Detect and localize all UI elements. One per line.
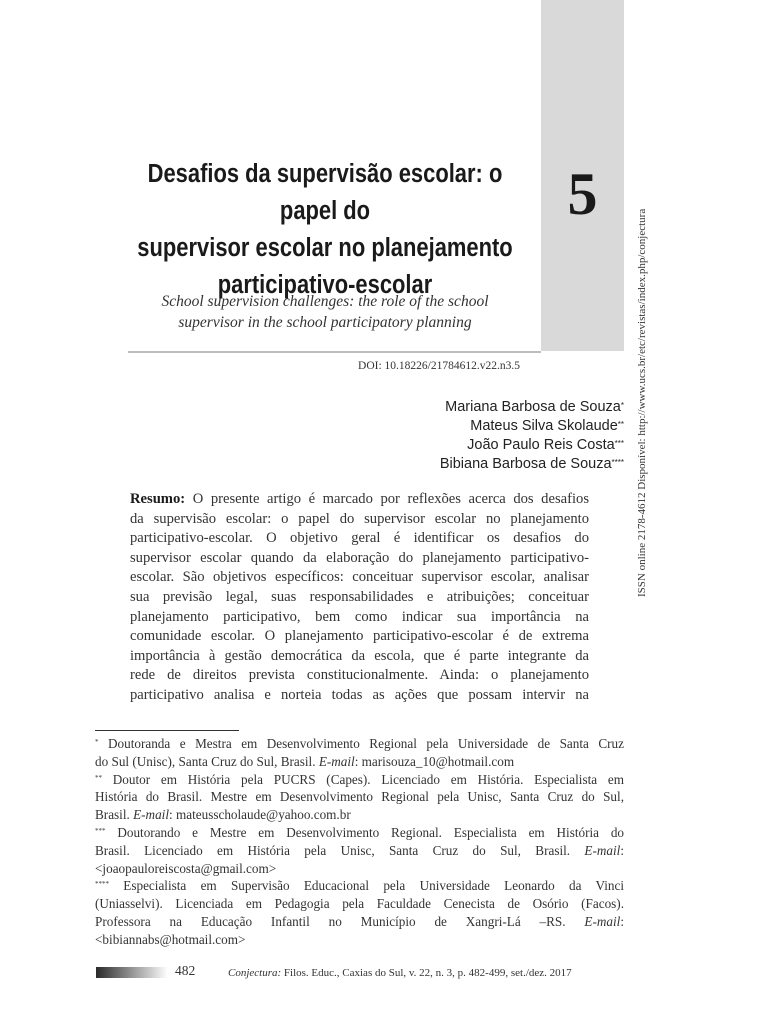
author-name: João Paulo Reis Costa — [467, 437, 615, 453]
footnote-text: Especialista em Supervisão Educacional pela Universidade Leonardo da Vinci — [123, 878, 624, 894]
footnote-line — [95, 753, 624, 771]
abstract-line: comunidade escolar. O planejamento participativo-escolar é de extrema — [130, 628, 589, 645]
author-list — [300, 398, 624, 474]
footnote-line — [95, 824, 624, 842]
author-item — [300, 436, 624, 455]
title-line: Desafios da supervisão escolar: o papel do — [147, 160, 503, 225]
footnote-line — [95, 842, 624, 860]
footnote-line — [95, 735, 624, 753]
footnote-mark: **** — [95, 880, 109, 889]
footnote-line: História do Brasil. Mestre em Desenvolvimento Regional pela Unisc, Santa Cruz do Sul, — [95, 789, 624, 805]
footnote-text: Brasil. — [95, 807, 130, 823]
footer-gradient-bar — [96, 967, 168, 978]
footnote-email[interactable]: : marisouza_10@hotmail.com — [354, 753, 515, 769]
footnote-text: : — [620, 842, 624, 858]
footnote-mark: ** — [95, 773, 102, 782]
abstract-line: da supervisão escolar: o papel do supervisor escolar no planejamento — [130, 510, 589, 527]
title-line: supervisor escolar no planejamento — [137, 234, 513, 262]
email-label: E-mail — [584, 842, 621, 858]
footnote-email[interactable]: <bibiannabs@hotmail.com> — [95, 931, 246, 947]
abstract-label: Resumo: — [130, 491, 186, 507]
footnote-text: Professora na Educação Infantil no Município de Xangri-Lá –RS. — [95, 913, 566, 929]
author-item — [300, 417, 624, 436]
footnote-mark: * — [95, 738, 99, 746]
footnote-line: (Uniasselvi). Licenciada em Pedagogia pela Faculdade Cenecista de Osório (Facos). — [95, 896, 624, 912]
article-subtitle — [100, 291, 550, 333]
subtitle-line: School supervision challenges: the role of the school — [161, 293, 489, 310]
footnote-line — [95, 877, 624, 895]
page-number: 482 — [175, 963, 196, 978]
footnote-text: do Sul (Unisc), Santa Cruz do Sul, Brasil. — [95, 753, 316, 769]
subtitle-line: supervisor in the school participatory planning — [178, 314, 472, 331]
author-item — [300, 398, 624, 417]
title-line: participativo-escolar — [217, 271, 433, 299]
author-mark: ** — [617, 420, 624, 429]
journal-details: Filos. Educ., Caxias do Sul, v. 22, n. 3, p. 482-499, set./dez. 2017 — [283, 967, 572, 979]
abstract-line: supervisor escolar quando da elaboração do planejamento participativo- — [130, 549, 589, 566]
author-mark: **** — [611, 458, 624, 467]
doi-link[interactable]: DOI: 10.18226/21784612.v22.n3.5 — [358, 360, 520, 372]
footnote-text: Doutoranda e Mestra em Desenvolvimento Regional pela Universidade de Santa Cruz — [108, 736, 624, 751]
author-name: Mariana Barbosa de Souza — [445, 399, 621, 415]
footnote-email[interactable]: <joaopauloreiscosta@gmail.com> — [95, 860, 277, 876]
abstract-line — [130, 490, 589, 510]
abstract-line: planejamento participativo, bem como indicar sua importância na — [130, 608, 589, 625]
abstract — [130, 490, 589, 706]
footnotes — [95, 735, 624, 949]
abstract-line: participativo analisa e norteia todas as ações que possam intervir na — [130, 686, 589, 703]
author-name: Bibiana Barbosa de Souza — [439, 456, 612, 472]
author-mark: * — [620, 401, 624, 410]
author-name: Mateus Silva Skolaude — [470, 418, 618, 434]
footnote-divider — [95, 730, 239, 731]
abstract-first-line: O presente artigo é marcado por reflexões acerca dos desafios — [192, 491, 589, 507]
abstract-line: importância à gestão democrática da escola, que é parte integrante da — [130, 647, 589, 664]
article-title — [128, 156, 522, 304]
email-label: E-mail — [318, 753, 355, 769]
footnote-mark: *** — [95, 826, 106, 835]
footnote-text: Doutorando e Mestre em Desenvolvimento Regional. Especialista em História do — [117, 824, 624, 840]
chapter-number: 5 — [567, 161, 598, 227]
issn-sidebar-text: ISSN online 2178-4612 Disponível: http://www.ucs.br/etc/revistas/index.php/conjectura — [636, 208, 648, 597]
email-label: E-mail — [584, 913, 621, 929]
footnote-text: : — [620, 913, 624, 929]
abstract-line: sua previsão legal, suas responsabilidades e atribuições; conceituar — [130, 588, 589, 605]
abstract-line: rede de direitos prevista constitucionalmente. Ainda: o planejamento — [130, 667, 589, 684]
header-divider — [128, 351, 541, 353]
footnote-line — [95, 771, 624, 789]
journal-citation — [228, 967, 572, 979]
footnote-text: Brasil. Licenciado em História pela Unisc, Santa Cruz do Sul, Brasil. — [95, 842, 571, 858]
footnote-email[interactable]: : mateusscholaude@yahoo.com.br — [169, 807, 351, 823]
journal-name: Conjectura: — [228, 967, 282, 979]
email-label: E-mail — [133, 807, 170, 823]
footnote-line — [95, 806, 624, 824]
abstract-line: escolar. São objetivos específicos: conceituar supervisor escolar, analisar — [130, 569, 589, 586]
abstract-line: participativo-escolar. O objetivo geral é identificar os desafios do — [130, 530, 589, 547]
footnote-text: Doutor em História pela PUCRS (Capes). Licenciado em História. Especialista em — [112, 771, 624, 787]
author-item — [300, 455, 624, 474]
footnote-line — [95, 913, 624, 931]
author-mark: *** — [614, 439, 624, 448]
